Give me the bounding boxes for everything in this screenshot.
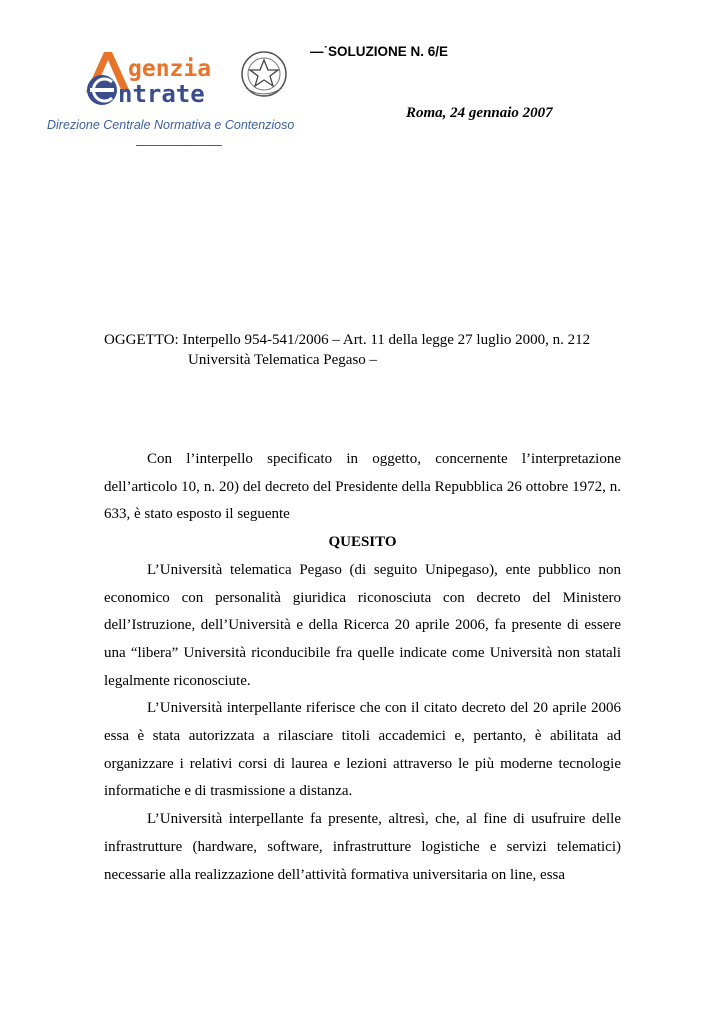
- paragraph-intro: Con l’interpello specificato in oggetto, concernente l’interpretazione dell’articolo 10, n. 20) del decreto del Presidente della Repubblica 26 ottobre 1972, n. 633, è stato esposto il seguente: [104, 451, 621, 523]
- document-body: [104, 446, 621, 889]
- department-label: Direzione Centrale Normativa e Contenzioso: [47, 118, 295, 132]
- agenzia-entrate-logo: [78, 50, 298, 108]
- subject-line-2: Università Telematica Pegaso –: [188, 352, 378, 368]
- paragraph-4: L’Università interpellante fa presente, altresì, che, al fine di usufruire delle infrastrutture (hardware, software, infrastrutture logistiche e servizi telematici) necessarie alla realizzazione dell’attività formativa universitaria on line, essa: [104, 811, 621, 883]
- resolution-title: —˙SOLUZIONE N. 6/E: [310, 44, 449, 59]
- republic-emblem-icon: [242, 52, 286, 96]
- section-heading-quesito: QUESITO: [328, 534, 397, 551]
- subject-block: [104, 330, 590, 370]
- logo-text-genzia: genzia: [128, 56, 212, 82]
- subject-line-1: OGGETTO: Interpello 954-541/2006 – Art. 11 della legge 27 luglio 2000, n. 212: [104, 332, 591, 348]
- paragraph-3: L’Università interpellante riferisce che con il citato decreto del 20 aprile 2006 essa è stata autorizzata a rilasciare titoli accademici e, pertanto, è abilitata ad organizzare i relativi corsi di laurea e lezioni attraverso le più moderne tecnologie informatiche e di trasmissione a distanza.: [104, 700, 621, 800]
- paragraph-2: L’Università telematica Pegaso (di seguito Unipegaso), ente pubblico non economico con personalità giuridica riconosciuta con decreto del Ministero dell’Istruzione, dell’Università e della Ricerca 20 aprile 2006, fa presente di essere una “libera” Università riconducibile fra quelle indicate come Università non statali legalmente riconosciute.: [104, 561, 621, 689]
- department-divider: [136, 145, 222, 146]
- document-date: Roma, 24 gennaio 2007: [406, 105, 553, 121]
- logo-text-ntrate: ntrate: [118, 80, 205, 108]
